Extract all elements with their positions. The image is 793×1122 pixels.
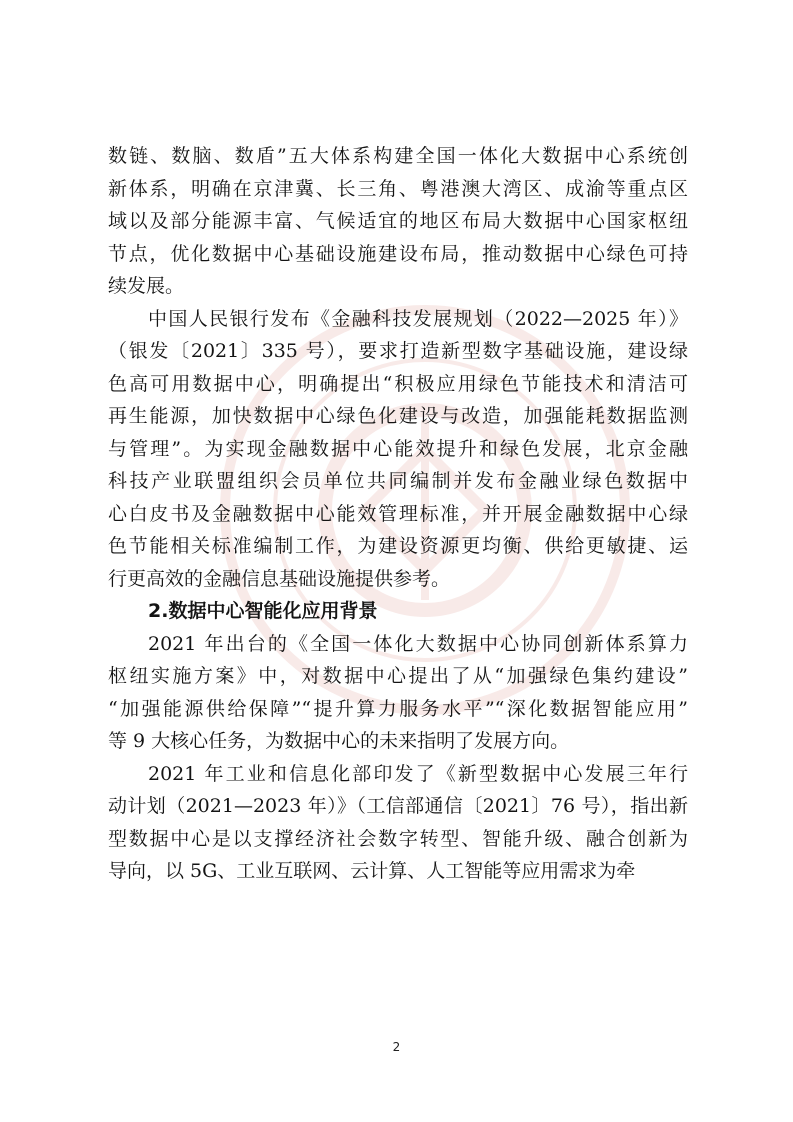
text-line: 2021 年出台的《全国一体化大数据中心协同创新体系算力 bbox=[148, 632, 688, 655]
text-line: 域以及部分能源丰富、气候适宜的地区布局大数据中心国家枢纽 bbox=[108, 210, 688, 232]
text-line: 2021 年工业和信息化部印发了《新型数据中心发展三年行 bbox=[148, 762, 688, 785]
text-line: 等 9 大核心任务，为数据中心的未来指明了发展方向。 bbox=[108, 730, 570, 752]
text-line: 枢纽实施方案》中，对数据中心提出了从“加强绿色集约建设” bbox=[108, 665, 688, 687]
text-line: （银发〔2021〕335 号），要求打造新型数字基础设施，建设绿 bbox=[108, 340, 688, 362]
text-line: 再生能源，加快数据中心绿色化建设与改造，加强能耗数据监测 bbox=[108, 405, 688, 427]
text-line: 色节能相关标准编制工作，为建设资源更均衡、供给更敏捷、运 bbox=[108, 535, 688, 557]
text-line: 行更高效的金融信息基础设施提供参考。 bbox=[108, 567, 451, 590]
paragraph-pboc-plan bbox=[108, 303, 688, 596]
paragraph-computing-hub-plan bbox=[108, 628, 688, 758]
text-line: 动计划（2021—2023 年）》（工信部通信〔2021〕76 号），指出新 bbox=[108, 795, 688, 817]
paragraph-national-data-center bbox=[108, 140, 688, 303]
paragraph-miit-action-plan bbox=[108, 758, 688, 888]
text-line: 导向，以 5G、工业互联网、云计算、人工智能等应用需求为牵 bbox=[108, 860, 636, 882]
text-line: 新体系，明确在京津冀、长三角、粤港澳大湾区、成渝等重点区 bbox=[108, 177, 688, 200]
text-line: 型数据中心是以支撑经济社会数字转型、智能升级、融合创新为 bbox=[108, 827, 688, 850]
text-line: 科技产业联盟组织会员单位共同编制并发布金融业绿色数据中 bbox=[108, 470, 688, 492]
page-number: 2 bbox=[392, 1040, 401, 1054]
text-line: 中国人民银行发布《金融科技发展规划（2022—2025 年）》 bbox=[148, 307, 688, 330]
text-line: “加强能源供给保障”“提升算力服务水平”“深化数据智能应用” bbox=[108, 697, 688, 720]
text-line: 与管理”。为实现金融数据中心能效提升和绿色发展，北京金融 bbox=[108, 437, 688, 460]
section-heading: 2.数据中心智能化应用背景 bbox=[148, 600, 378, 622]
text-line: 续发展。 bbox=[108, 275, 185, 297]
text-line: 数链、数脑、数盾”五大体系构建全国一体化大数据中心系统创 bbox=[108, 145, 688, 167]
text-line: 色高可用数据中心，明确提出“积极应用绿色节能技术和清洁可 bbox=[108, 372, 688, 395]
document-body bbox=[108, 140, 688, 888]
text-line: 心白皮书及金融数据中心能效管理标准，并开展金融数据中心绿 bbox=[108, 502, 688, 525]
text-line: 节点，优化数据中心基础设施建设布局，推动数据中心绿色可持 bbox=[108, 242, 688, 265]
